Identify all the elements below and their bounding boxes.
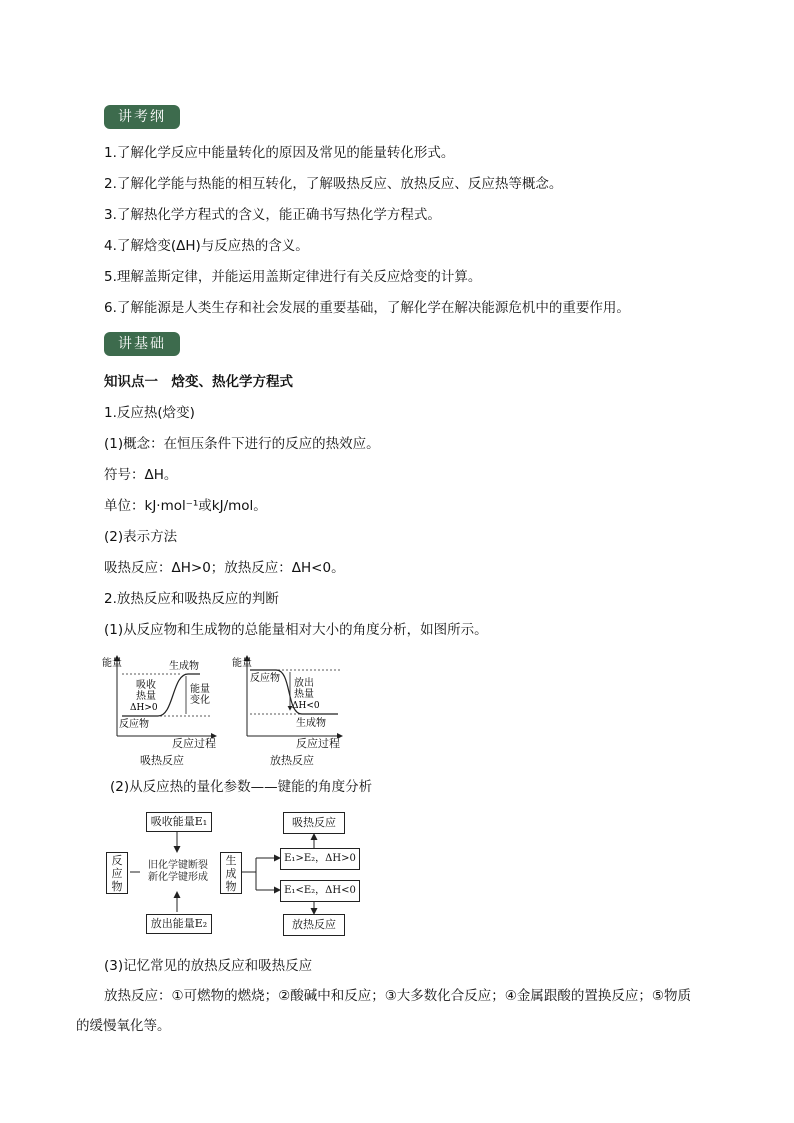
endothermic-energy-graph xyxy=(100,652,225,738)
flow-absorb-energy-box: 吸收能量E₁ xyxy=(146,812,212,832)
flow-bond-break: 旧化学键断裂 xyxy=(148,860,208,871)
text-line-judgement: 2.放热反应和吸热反应的判断 xyxy=(104,591,279,607)
endo-product-label: 生成物 xyxy=(169,661,199,672)
section-badge-syllabus: 讲考纲 xyxy=(104,105,180,129)
flow-condition-exo-box: E₁<E₂，ΔH<0 xyxy=(280,880,360,902)
text-line-memorize: (3)记忆常见的放热反应和吸热反应 xyxy=(104,958,313,974)
text-line-concept: (1)概念：在恒压条件下进行的反应的热效应。 xyxy=(104,436,380,452)
endo-energy-change-label-2: 变化 xyxy=(190,695,210,706)
syllabus-item-6: 6.了解能源是人类生存和社会发展的重要基础，了解化学在解决能源危机中的重要作用。 xyxy=(104,300,630,316)
flow-reactant-box: 反应物 xyxy=(106,852,128,894)
paragraph-exothermic-line-2: 的缓慢氧化等。 xyxy=(76,1018,171,1034)
endo-reactant-label: 反应物 xyxy=(119,719,149,730)
endo-caption: 吸热反应 xyxy=(140,754,184,767)
flow-condition-endo-box: E₁>E₂，ΔH>0 xyxy=(280,848,360,870)
flow-endothermic-box: 吸热反应 xyxy=(283,812,345,834)
flow-release-energy-box: 放出能量E₂ xyxy=(146,914,212,934)
endo-delta-label: ΔH>0 xyxy=(130,703,158,713)
text-line-representation: (2)表示方法 xyxy=(104,529,178,545)
exo-product-label: 生成物 xyxy=(296,718,326,729)
text-line-symbol: 符号：ΔH。 xyxy=(104,467,178,483)
text-line-reaction-heat: 1.反应热(焓变) xyxy=(104,405,195,421)
flow-bond-form: 新化学键形成 xyxy=(148,872,208,883)
exo-delta-label: ΔH<0 xyxy=(292,701,320,711)
syllabus-item-5: 5.理解盖斯定律，并能运用盖斯定律进行有关反应焓变的计算。 xyxy=(104,269,482,285)
exo-caption: 放热反应 xyxy=(270,754,314,767)
syllabus-item-4: 4.了解焓变(ΔH)与反应热的含义。 xyxy=(104,238,309,254)
syllabus-item-3: 3.了解热化学方程式的含义，能正确书写热化学方程式。 xyxy=(104,207,441,223)
endo-x-axis-label: 反应过程 xyxy=(172,737,216,750)
knowledge-point-heading: 知识点一 焓变、热化学方程式 xyxy=(104,374,293,390)
exo-y-label-1: 能量 xyxy=(232,658,252,669)
flow-exothermic-box: 放热反应 xyxy=(283,914,345,936)
endo-absorb-label-2: 热量 xyxy=(136,691,156,702)
flow-bond-change-text xyxy=(140,860,216,884)
exo-reactant-label: 反应物 xyxy=(250,673,280,684)
text-line-sign-rule: 吸热反应：ΔH>0；放热反应：ΔH<0。 xyxy=(104,560,345,576)
text-line-total-energy: (1)从反应物和生成物的总能量相对大小的角度分析，如图所示。 xyxy=(104,622,488,638)
syllabus-item-2: 2.了解化学能与热能的相互转化，了解吸热反应、放热反应、反应热等概念。 xyxy=(104,176,563,192)
flow-product-box: 生成物 xyxy=(220,852,242,894)
exo-release-label-2: 热量 xyxy=(294,689,314,700)
exo-release-label-1: 放出 xyxy=(294,678,314,689)
text-line-unit: 单位：kJ·mol⁻¹或kJ/mol。 xyxy=(104,498,267,514)
endo-absorb-label-1: 吸收 xyxy=(136,680,156,691)
text-line-bond-energy: (2)从反应热的量化参数——键能的角度分析 xyxy=(110,779,373,795)
exothermic-energy-graph xyxy=(230,652,350,738)
paragraph-exothermic-line-1: 放热反应：①可燃物的燃烧；②酸碱中和反应；③大多数化合反应；④金属跟酸的置换反应；⑤物质 xyxy=(104,988,692,1004)
endo-energy-change-label-1: 能量 xyxy=(190,684,210,695)
section-badge-basics: 讲基础 xyxy=(104,332,180,356)
exo-x-axis-label: 反应过程 xyxy=(296,737,340,750)
endo-y-label-1: 能量 xyxy=(102,658,122,669)
syllabus-item-1: 1.了解化学反应中能量转化的原因及常见的能量转化形式。 xyxy=(104,145,455,161)
